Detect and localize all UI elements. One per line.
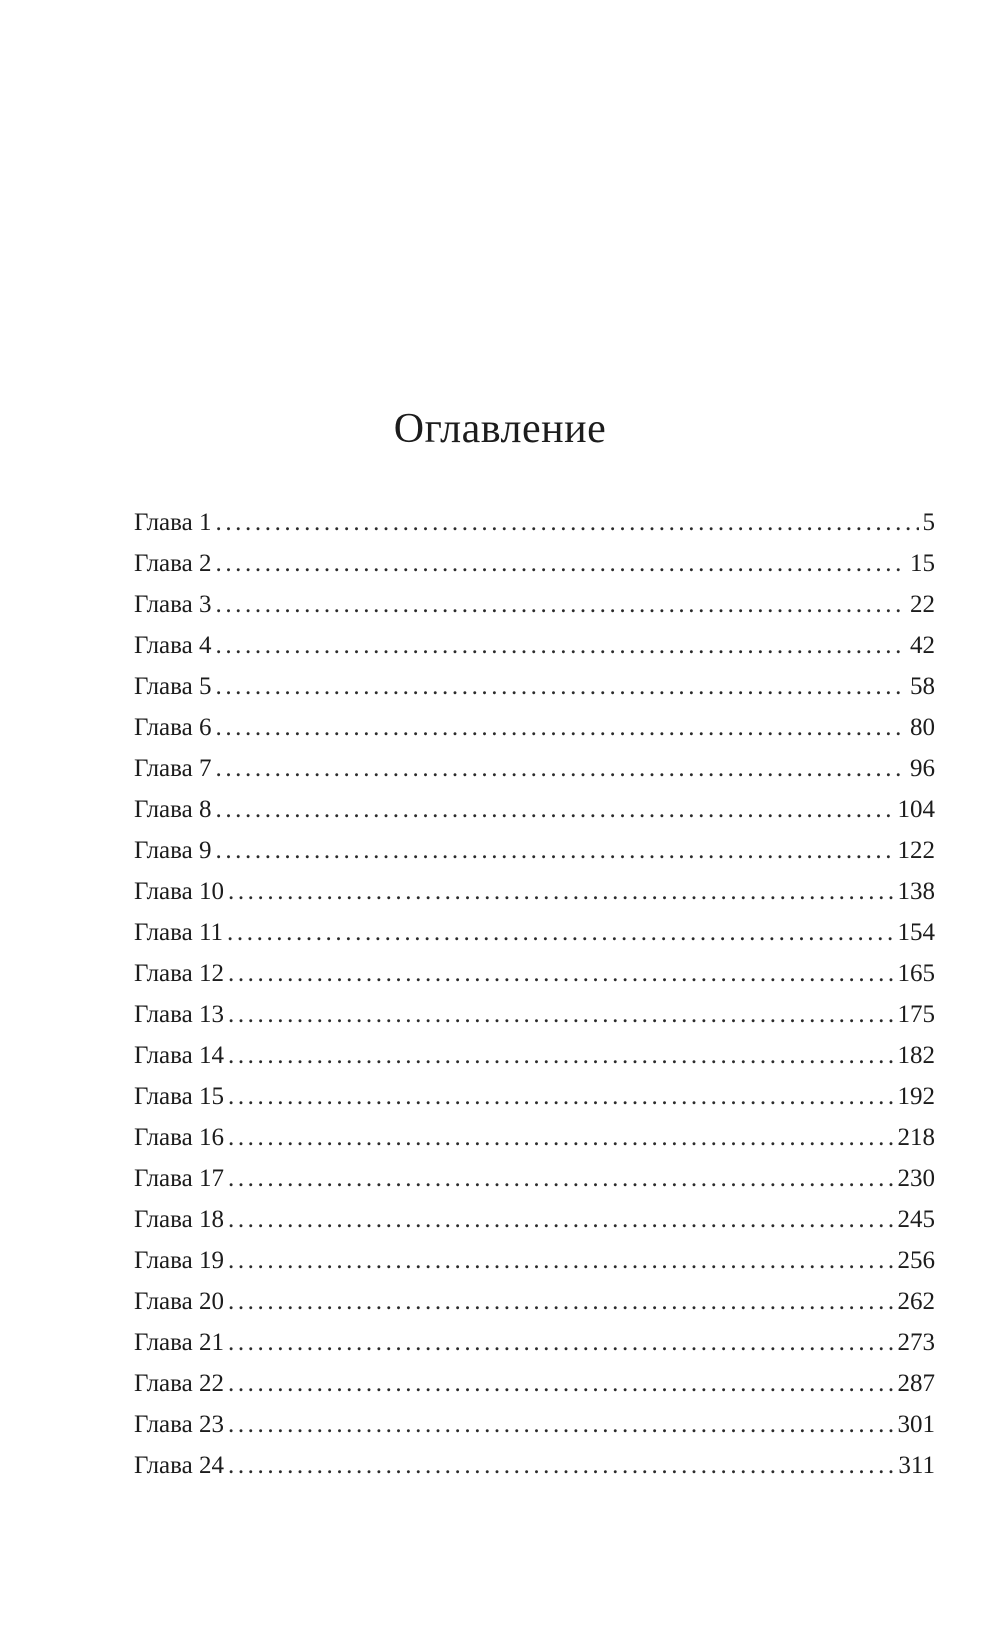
toc-entry xyxy=(134,1117,935,1158)
toc-entry-page-number: 22 xyxy=(910,591,935,618)
toc-entry-page-number: 301 xyxy=(897,1411,935,1438)
toc-entry-page-number: 256 xyxy=(897,1247,935,1274)
toc-entry-page-number: 42 xyxy=(910,632,935,659)
toc-entry xyxy=(134,1199,935,1240)
toc-entry xyxy=(134,912,935,953)
toc-dot-leader xyxy=(228,994,894,1035)
toc-dot-leader xyxy=(215,625,906,666)
toc-entry xyxy=(134,1404,935,1445)
table-of-contents xyxy=(134,502,935,1486)
toc-entry xyxy=(134,502,935,543)
toc-entry-label: Глава 13 xyxy=(134,1001,224,1028)
toc-entry xyxy=(134,1035,935,1076)
toc-entry xyxy=(134,666,935,707)
toc-entry-label: Глава 5 xyxy=(134,673,212,700)
toc-entry-page-number: 96 xyxy=(910,755,935,782)
toc-entry-page-number: 15 xyxy=(910,550,935,577)
toc-entry-label: Глава 17 xyxy=(134,1165,224,1192)
toc-entry-page-number: 5 xyxy=(922,509,935,536)
toc-dot-leader xyxy=(215,502,918,543)
toc-entry xyxy=(134,707,935,748)
toc-entry-label: Глава 8 xyxy=(134,796,212,823)
toc-entry-page-number: 138 xyxy=(897,878,935,905)
toc-dot-leader xyxy=(228,1199,894,1240)
toc-dot-leader xyxy=(215,748,906,789)
toc-dot-leader xyxy=(215,666,906,707)
toc-dot-leader xyxy=(227,912,893,953)
toc-entry xyxy=(134,871,935,912)
toc-entry xyxy=(134,789,935,830)
toc-entry-label: Глава 21 xyxy=(134,1329,224,1356)
toc-entry-page-number: 218 xyxy=(897,1124,935,1151)
toc-entry-label: Глава 11 xyxy=(134,919,224,946)
toc-entry-label: Глава 12 xyxy=(134,960,224,987)
toc-entry xyxy=(134,1281,935,1322)
toc-dot-leader xyxy=(228,871,894,912)
toc-dot-leader xyxy=(228,1404,894,1445)
toc-entry-label: Глава 9 xyxy=(134,837,212,864)
toc-entry xyxy=(134,830,935,871)
toc-dot-leader xyxy=(228,1035,894,1076)
toc-entry-page-number: 182 xyxy=(897,1042,935,1069)
toc-entry-page-number: 80 xyxy=(910,714,935,741)
toc-entry-label: Глава 4 xyxy=(134,632,212,659)
toc-entry xyxy=(134,1445,935,1486)
toc-entry-label: Глава 16 xyxy=(134,1124,224,1151)
toc-entry-label: Глава 2 xyxy=(134,550,212,577)
toc-entry xyxy=(134,543,935,584)
toc-dot-leader xyxy=(228,1363,894,1404)
toc-entry xyxy=(134,1076,935,1117)
toc-entry-page-number: 245 xyxy=(897,1206,935,1233)
toc-entry-label: Глава 3 xyxy=(134,591,212,618)
toc-entry-label: Глава 7 xyxy=(134,755,212,782)
toc-dot-leader xyxy=(228,1445,894,1486)
toc-entry-label: Глава 18 xyxy=(134,1206,224,1233)
toc-dot-leader xyxy=(215,789,893,830)
toc-entry-label: Глава 22 xyxy=(134,1370,224,1397)
toc-dot-leader xyxy=(228,953,894,994)
toc-entry-page-number: 262 xyxy=(897,1288,935,1315)
toc-entry-label: Глава 19 xyxy=(134,1247,224,1274)
toc-dot-leader xyxy=(215,543,906,584)
toc-entry-page-number: 104 xyxy=(897,796,935,823)
toc-entry xyxy=(134,1158,935,1199)
toc-entry-page-number: 165 xyxy=(897,960,935,987)
toc-dot-leader xyxy=(228,1158,894,1199)
toc-entry-page-number: 175 xyxy=(897,1001,935,1028)
toc-entry-page-number: 287 xyxy=(897,1370,935,1397)
toc-dot-leader xyxy=(215,830,893,871)
toc-dot-leader xyxy=(215,584,906,625)
toc-entry-label: Глава 23 xyxy=(134,1411,224,1438)
toc-entry-page-number: 230 xyxy=(897,1165,935,1192)
toc-entry-label: Глава 15 xyxy=(134,1083,224,1110)
toc-entry xyxy=(134,1240,935,1281)
toc-entry xyxy=(134,994,935,1035)
toc-entry-label: Глава 6 xyxy=(134,714,212,741)
toc-dot-leader xyxy=(215,707,906,748)
toc-entry xyxy=(134,1322,935,1363)
toc-entry-page-number: 192 xyxy=(897,1083,935,1110)
toc-entry-page-number: 58 xyxy=(910,673,935,700)
toc-entry xyxy=(134,625,935,666)
toc-entry xyxy=(134,584,935,625)
toc-dot-leader xyxy=(228,1240,894,1281)
toc-dot-leader xyxy=(228,1281,894,1322)
toc-dot-leader xyxy=(228,1322,894,1363)
toc-entry-page-number: 311 xyxy=(898,1452,935,1479)
toc-dot-leader xyxy=(228,1117,894,1158)
toc-entry-label: Глава 10 xyxy=(134,878,224,905)
toc-entry-page-number: 273 xyxy=(897,1329,935,1356)
page-title: Оглавление xyxy=(393,406,607,452)
toc-entry-page-number: 154 xyxy=(897,919,935,946)
toc-entry xyxy=(134,1363,935,1404)
toc-entry-label: Глава 1 xyxy=(134,509,212,536)
toc-entry-page-number: 122 xyxy=(897,837,935,864)
toc-entry-label: Глава 24 xyxy=(134,1452,224,1479)
toc-entry-label: Глава 20 xyxy=(134,1288,224,1315)
toc-entry-label: Глава 14 xyxy=(134,1042,224,1069)
toc-dot-leader xyxy=(228,1076,894,1117)
toc-entry xyxy=(134,953,935,994)
toc-entry xyxy=(134,748,935,789)
